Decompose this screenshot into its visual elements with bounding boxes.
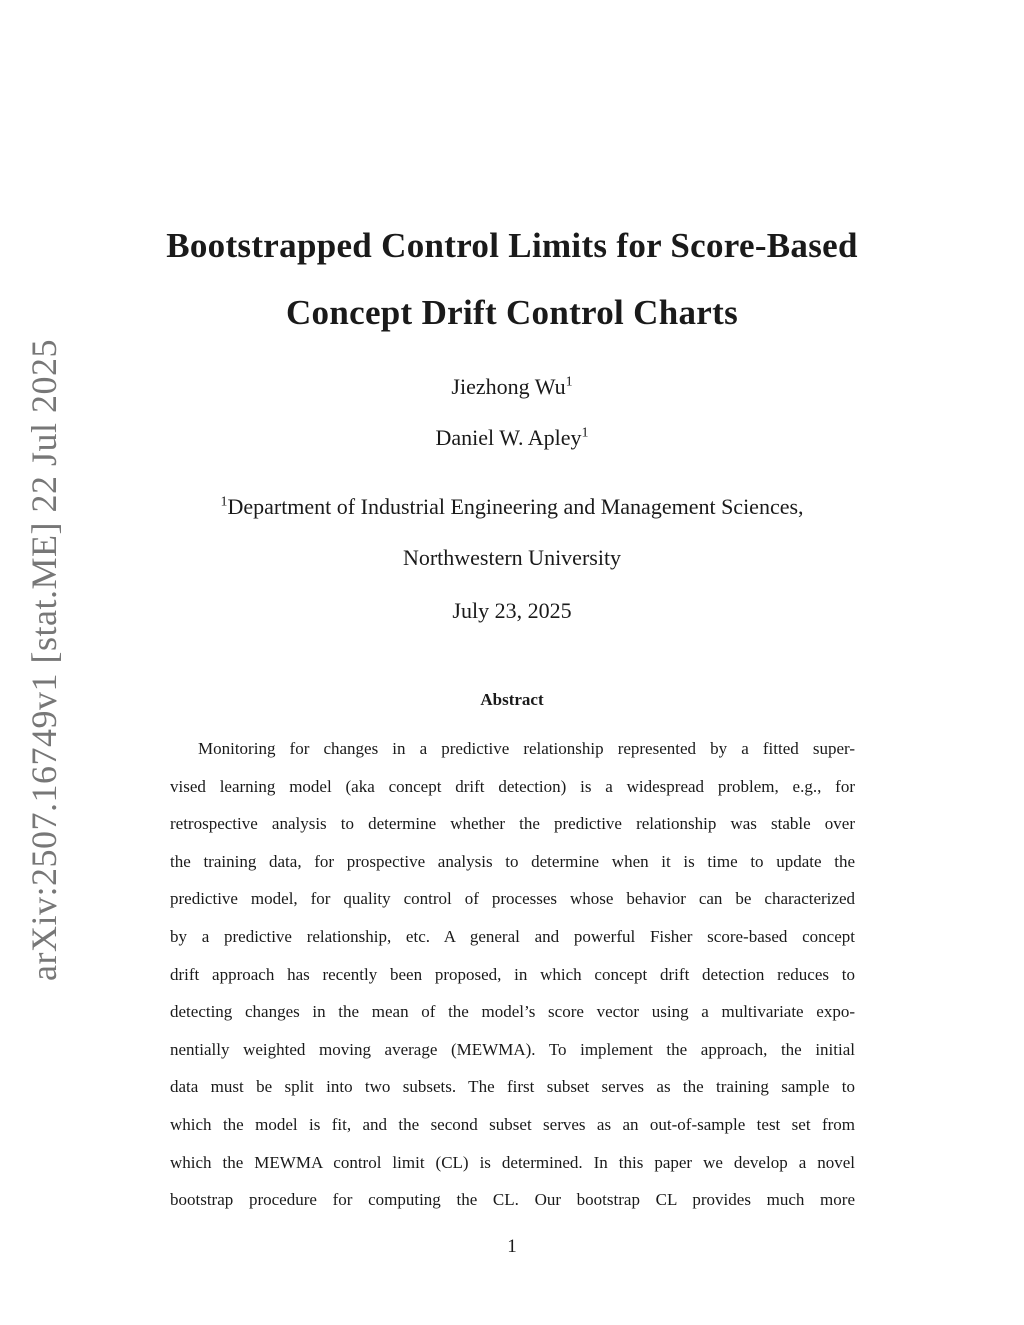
abstract-line: vised learning model (aka concept drift detection) is a widespread problem, e.g., for bbox=[170, 776, 855, 796]
author-1 bbox=[0, 374, 1024, 400]
abstract-line: which the MEWMA control limit (CL) is determined. In this paper we develop a novel bbox=[170, 1152, 855, 1172]
abstract-line: the training data, for prospective analysis to determine when it is time to update the bbox=[170, 851, 855, 871]
abstract-line: Monitoring for changes in a predictive relationship represented by a fitted super- bbox=[198, 739, 855, 758]
abstract-line: nentially weighted moving average (MEWMA). To implement the approach, the initial bbox=[170, 1039, 855, 1059]
affiliation-mark: 1 bbox=[220, 494, 228, 510]
affiliation-line-2 bbox=[0, 545, 1024, 571]
author-2-name: Daniel W. Apley bbox=[435, 425, 582, 450]
abstract-body bbox=[170, 730, 855, 1219]
abstract-line: drift approach has recently been proposed, in which concept drift detection reduces to bbox=[170, 964, 855, 984]
abstract-line: retrospective analysis to determine whether the predictive relationship was stable over bbox=[170, 814, 855, 834]
author-2 bbox=[0, 425, 1024, 451]
paper-title-line-1: Bootstrapped Control Limits for Score-Based bbox=[166, 226, 858, 265]
author-2-affil-mark: 1 bbox=[581, 425, 589, 441]
abstract-heading: Abstract bbox=[480, 690, 544, 709]
affiliation-department: Department of Industrial Engineering and Management Sciences, bbox=[227, 494, 804, 519]
publication-date bbox=[0, 598, 1024, 624]
publication-date-text: July 23, 2025 bbox=[452, 598, 572, 623]
abstract-line: predictive model, for quality control of processes whose behavior can be characterized bbox=[170, 889, 855, 909]
arxiv-identifier-text: arXiv:2507.16749v1 [stat.ME] 22 Jul 2025 bbox=[24, 339, 64, 981]
affiliation-line-1 bbox=[0, 494, 1024, 520]
author-1-affil-mark: 1 bbox=[565, 374, 573, 390]
affiliation-university: Northwestern University bbox=[402, 545, 622, 570]
author-1-name: Jiezhong Wu bbox=[451, 374, 566, 399]
abstract-line: which the model is fit, and the second subset serves as an out-of-sample test set from bbox=[170, 1114, 855, 1134]
paper-title-line-2: Concept Drift Control Charts bbox=[285, 293, 738, 332]
abstract-line: data must be split into two subsets. The first subset serves as the training sample to bbox=[170, 1077, 855, 1097]
abstract-line: bootstrap procedure for computing the CL. Our bootstrap CL provides much more bbox=[170, 1190, 855, 1210]
abstract-line: by a predictive relationship, etc. A general and powerful Fisher score-based concept bbox=[170, 926, 855, 946]
abstract-line: detecting changes in the mean of the model’s score vector using a multivariate expo- bbox=[170, 1002, 855, 1022]
page-number: 1 bbox=[507, 1236, 517, 1257]
paper-title bbox=[0, 212, 1024, 346]
